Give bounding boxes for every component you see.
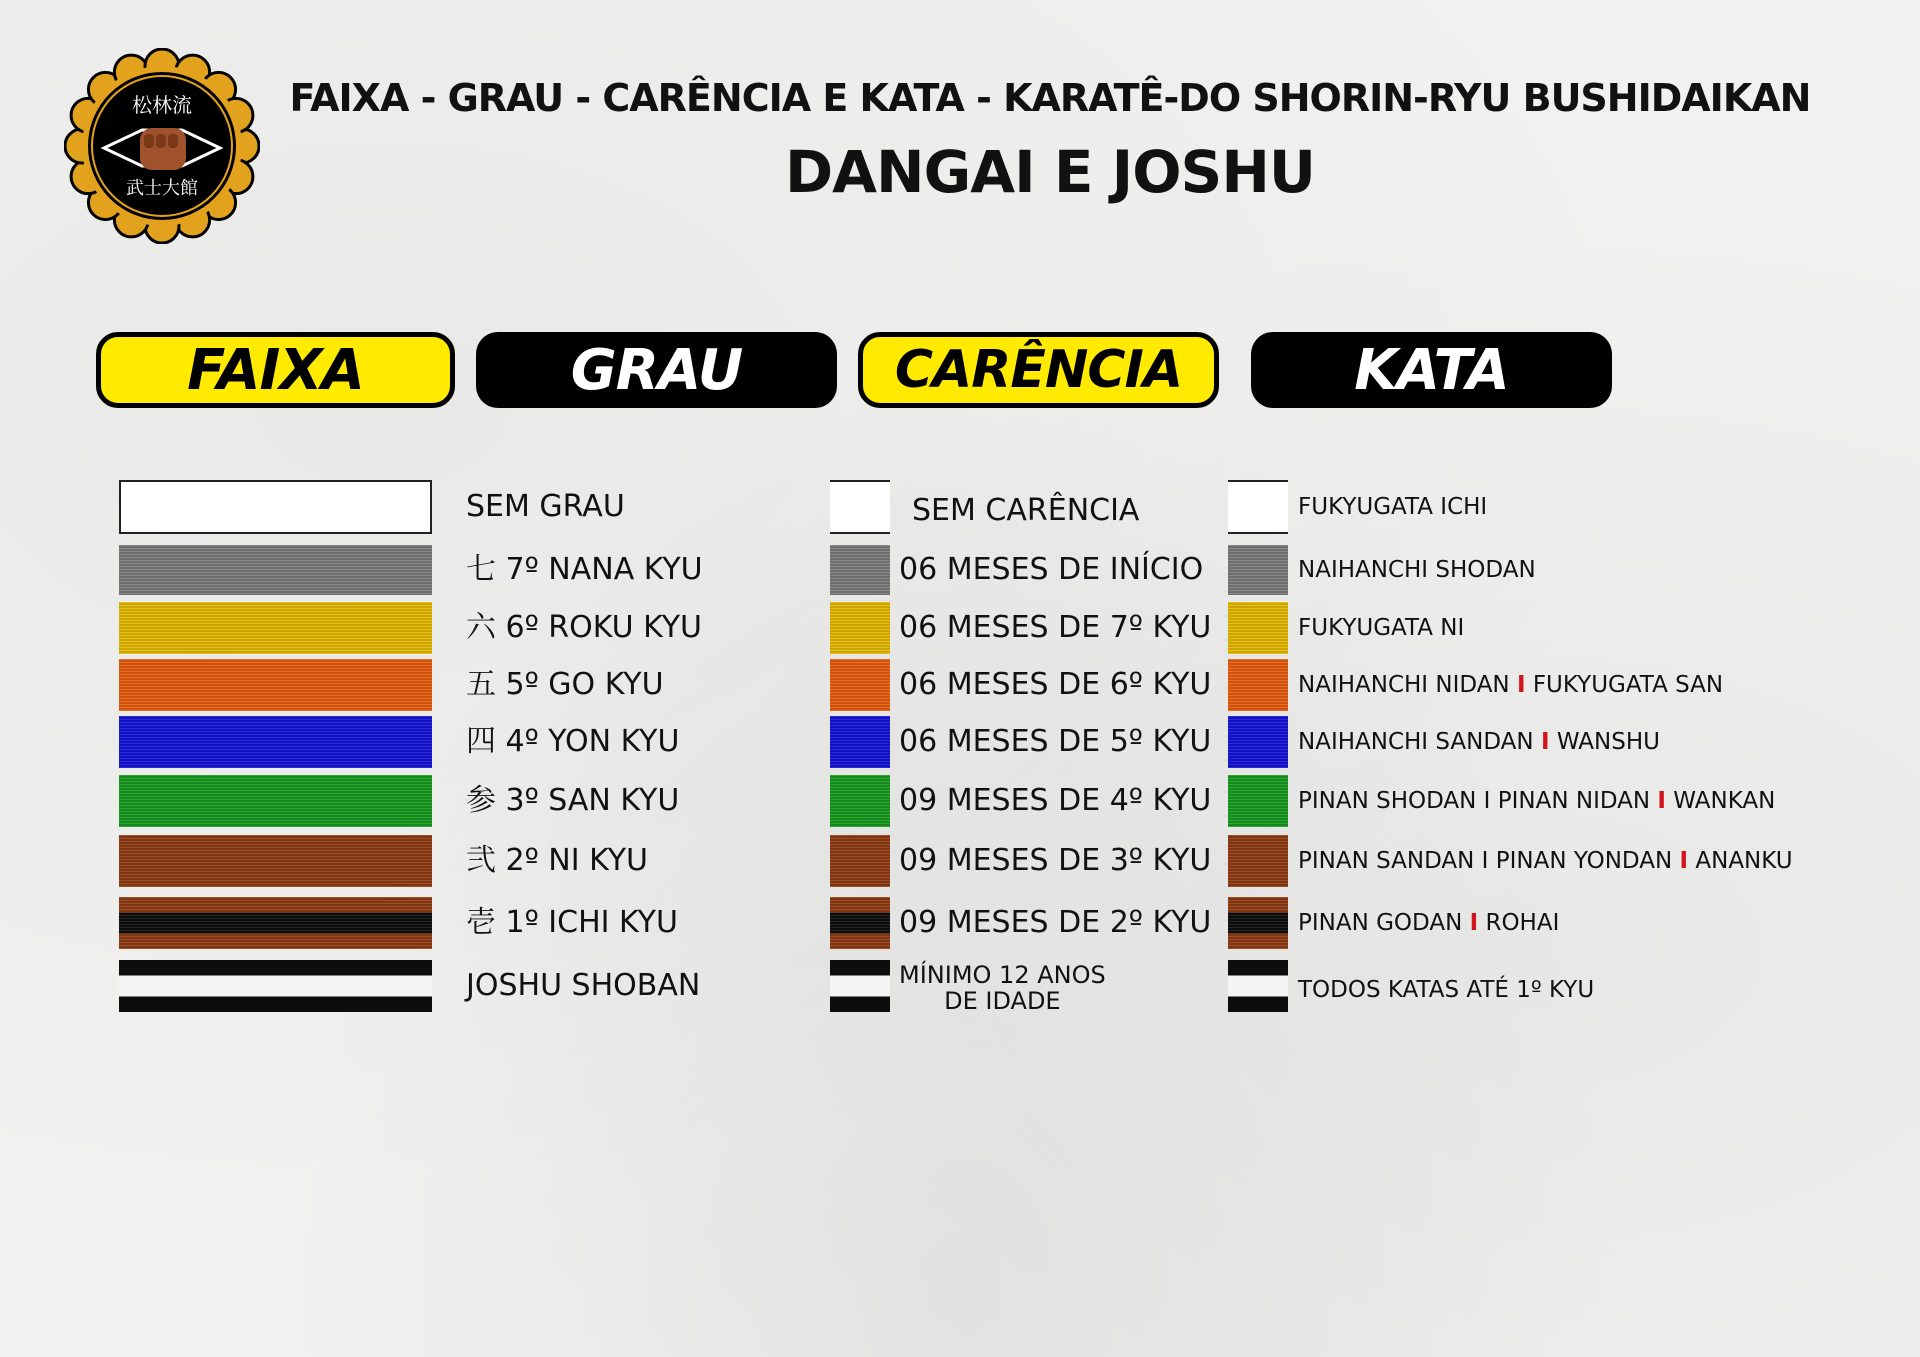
- carencia-label: 06 MESES DE 7º KYU: [899, 610, 1212, 645]
- belt-swatch-carencia: [830, 775, 890, 827]
- belt-blue: [119, 716, 432, 768]
- kata-name: NAIHANCHI SANDAN: [1298, 729, 1534, 755]
- kata-separator: I: [1516, 672, 1526, 698]
- grau-label: 五 5º GO KYU: [466, 667, 664, 702]
- page-title: FAIXA - GRAU - CARÊNCIA E KATA - KARATÊ-DO SHORIN-RYU BUSHIDAIKAN: [289, 76, 1811, 120]
- grau-label: 壱 1º ICHI KYU: [466, 905, 678, 940]
- column-header-carencia: CARÊNCIA: [858, 332, 1219, 408]
- kata-name: FUKYUGATA NI: [1298, 615, 1465, 641]
- belt-swatch-carencia: [830, 602, 890, 654]
- kata-separator: I: [1657, 788, 1666, 814]
- belt-swatch-kata: [1228, 659, 1288, 711]
- kata-label: [1298, 775, 1775, 827]
- belt-swatch-kata: [1228, 716, 1288, 768]
- belt-gray: [119, 545, 432, 595]
- kata-name: PINAN GODAN: [1298, 910, 1463, 936]
- belt-swatch-kata: [1228, 480, 1288, 534]
- kata-separator: I: [1540, 729, 1550, 755]
- carencia-label: 06 MESES DE 5º KYU: [899, 724, 1212, 759]
- kata-label: [1298, 480, 1487, 534]
- column-header-kata: KATA: [1251, 332, 1612, 408]
- carencia-label: SEM CARÊNCIA: [912, 493, 1140, 528]
- belt-swatch-kata: [1228, 960, 1288, 1012]
- grau-label: 六 6º ROKU KYU: [466, 610, 703, 645]
- belt-yellow: [119, 602, 432, 654]
- grau-label: JOSHU SHOBAN: [466, 968, 701, 1003]
- kata-name: ROHAI: [1485, 910, 1560, 936]
- belt-swatch-carencia: [830, 960, 890, 1012]
- column-header-grau: GRAU: [476, 332, 837, 408]
- belt-green: [119, 775, 432, 827]
- belt-swatch-carencia: [830, 480, 890, 534]
- kata-label: [1298, 964, 1594, 1016]
- kata-name: WANKAN: [1673, 788, 1776, 814]
- carencia-label: 09 MESES DE 2º KYU: [899, 905, 1212, 940]
- belt-swatch-kata: [1228, 897, 1288, 949]
- carencia-label: 09 MESES DE 4º KYU: [899, 783, 1212, 818]
- carencia-label: 09 MESES DE 3º KYU: [899, 843, 1212, 878]
- belt-swatch-kata: [1228, 545, 1288, 595]
- page-subtitle: DANGAI E JOSHU: [785, 138, 1315, 206]
- carencia-label: 06 MESES DE 6º KYU: [899, 667, 1212, 702]
- grau-label: 弐 2º NI KYU: [466, 843, 649, 878]
- carencia-label: 06 MESES DE INÍCIO: [899, 552, 1204, 587]
- column-header-faixa: FAIXA: [96, 332, 455, 408]
- kata-label: [1298, 835, 1793, 887]
- kata-name: FUKYUGATA ICHI: [1298, 494, 1488, 520]
- kata-name: WANSHU: [1556, 729, 1660, 755]
- kata-name: PINAN SHODAN I PINAN NIDAN: [1298, 788, 1651, 814]
- belt-swatch-kata: [1228, 835, 1288, 887]
- kata-label: [1298, 545, 1536, 595]
- kata-name: ANANKU: [1695, 848, 1793, 874]
- belt-swatch-carencia: [830, 545, 890, 595]
- kata-name: NAIHANCHI NIDAN: [1298, 672, 1510, 698]
- kata-name: TODOS KATAS ATÉ 1º KYU: [1298, 977, 1595, 1003]
- svg-text:松林流: 松林流: [132, 93, 192, 117]
- belt-swatch-kata: [1228, 775, 1288, 827]
- belt-swatch-carencia: [830, 835, 890, 887]
- kata-name: FUKYUGATA SAN: [1532, 672, 1724, 698]
- kata-label: [1298, 897, 1559, 949]
- carencia-label: MÍNIMO 12 ANOS DE IDADE: [899, 961, 1106, 1015]
- belt-orange: [119, 659, 432, 711]
- kata-label: [1298, 716, 1660, 768]
- belt-swatch-kata: [1228, 602, 1288, 654]
- belt-white: [119, 480, 432, 534]
- kata-label: [1298, 602, 1464, 654]
- kata-separator: I: [1469, 910, 1479, 936]
- grau-label: 七 7º NANA KYU: [466, 552, 703, 587]
- kata-separator: I: [1679, 848, 1689, 874]
- belt-black-white: [119, 960, 432, 1012]
- kata-label: [1298, 659, 1723, 711]
- belt-brown: [119, 835, 432, 887]
- grau-label: SEM GRAU: [466, 489, 625, 524]
- kata-name: PINAN SANDAN I PINAN YONDAN: [1298, 848, 1673, 874]
- belt-swatch-carencia: [830, 716, 890, 768]
- belt-swatch-carencia: [830, 897, 890, 949]
- grau-label: 参 3º SAN KYU: [466, 783, 680, 818]
- belt-swatch-carencia: [830, 659, 890, 711]
- grau-label: 四 4º YON KYU: [466, 724, 680, 759]
- kata-name: NAIHANCHI SHODAN: [1298, 557, 1536, 583]
- belt-brown-black: [119, 897, 432, 949]
- svg-text:武士大館: 武士大館: [126, 178, 198, 199]
